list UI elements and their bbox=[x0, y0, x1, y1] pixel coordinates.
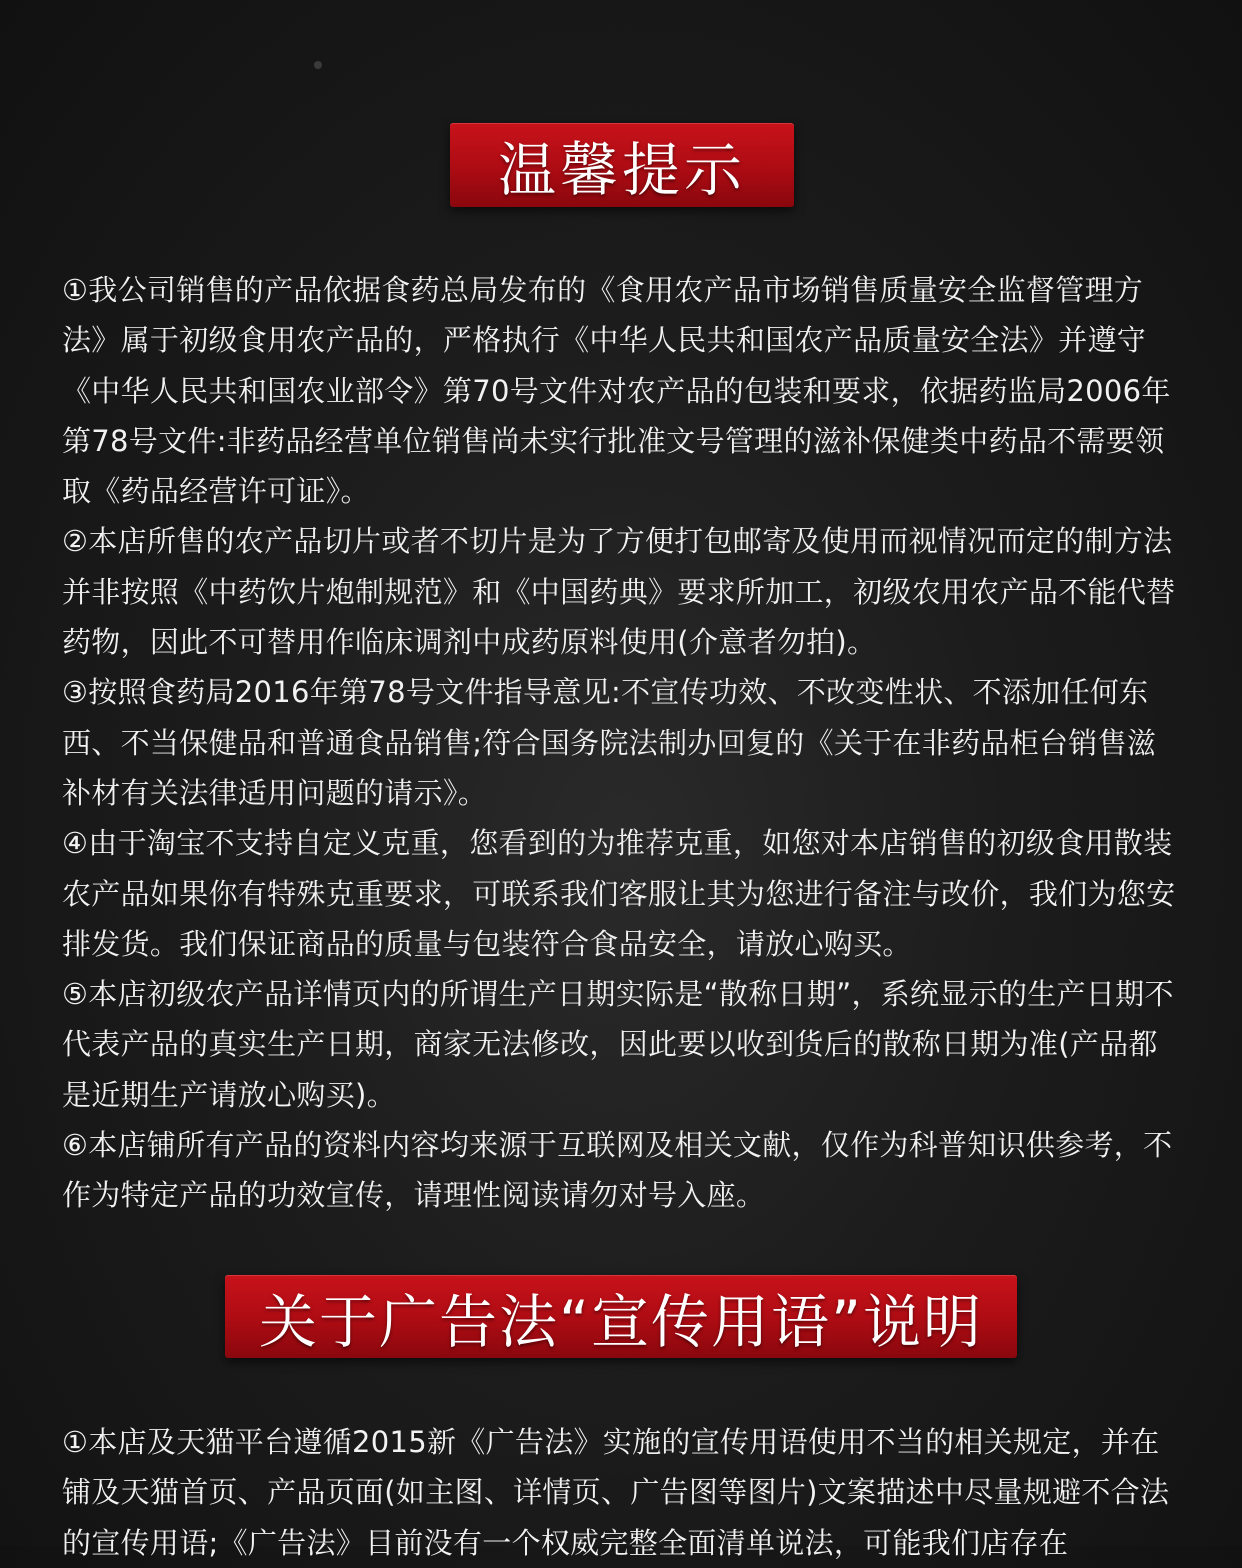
ad-law-title: 关于广告法“宣传用语”说明 bbox=[258, 1287, 984, 1356]
notice-title: 温馨提示 bbox=[497, 136, 746, 204]
notice-item-3: ③按照食药局2016年第78号文件指导意见:不宣传功效、不改变性状、不添加任何东西、不当保健品和普通食品销售;符合国务院法制办回复的《关于在非药品柜台销售滋补材有关法律适用问题的请示》。 bbox=[62, 675, 1157, 810]
notice-text bbox=[62, 265, 1182, 1221]
notice-item-5: ⑤本店初级农产品详情页内的所谓生产日期实际是“散称日期”，系统显示的生产日期不代表产品的真实生产日期，商家无法修改，因此要以收到货后的散称日期为准(产品都是近期生产请放心购买)。 bbox=[62, 977, 1174, 1112]
decorative-dot bbox=[314, 61, 322, 69]
notice-item-4: ④由于淘宝不支持自定义克重，您看到的为推荐克重，如您对本店销售的初级食用散装农产品如果你有特殊克重要求，可联系我们客服让其为您进行备注与改价，我们为您安排发货。我们保证商品的质量与包装符合食品安全，请放心购买。 bbox=[62, 826, 1176, 961]
notice-item-6: ⑥本店铺所有产品的资料内容均来源于互联网及相关文献，仅作为科普知识供参考，不作为特定产品的功效宣传，请理性阅读请勿对号入座。 bbox=[62, 1128, 1173, 1213]
ad-law-text bbox=[62, 1417, 1182, 1568]
ad-law-item-1: ①本店及天猫平台遵循2015新《广告法》实施的宣传用语使用不当的相关规定，并在铺及天猫首页、产品页面(如主图、详情页、广告图等图片)文案描述中尽量规避不合法的宣传用语;《广告法》目前没有一个权威完整全面清单说法，可能我们店存在 bbox=[62, 1425, 1170, 1560]
notice-item-2: ②本店所售的农产品切片或者不切片是为了方便打包邮寄及使用而视情况而定的制方法并非按照《中药饮片炮制规范》和《中国药典》要求所加工，初级农用农产品不能代替药物，因此不可替用作临床调剂中成药原料使用(介意者勿拍)。 bbox=[62, 524, 1176, 660]
notice-item-1: ①我公司销售的产品依据食药总局发布的《食用农产品市场销售质量安全监督管理方法》属于初级食用农产品的，严格执行《中华人民共和国农产品质量安全法》并遵守《中华人民共和国农业部令》第70号文件对农产品的包装和要求，依据药监局2006年第78号文件:非药品经营单位销售尚未实行批准文号管理的滋补保健类中药品不需要领取《药品经营许可证》。 bbox=[62, 273, 1171, 509]
notice-title-banner bbox=[450, 123, 794, 207]
ad-law-title-banner bbox=[225, 1275, 1017, 1358]
